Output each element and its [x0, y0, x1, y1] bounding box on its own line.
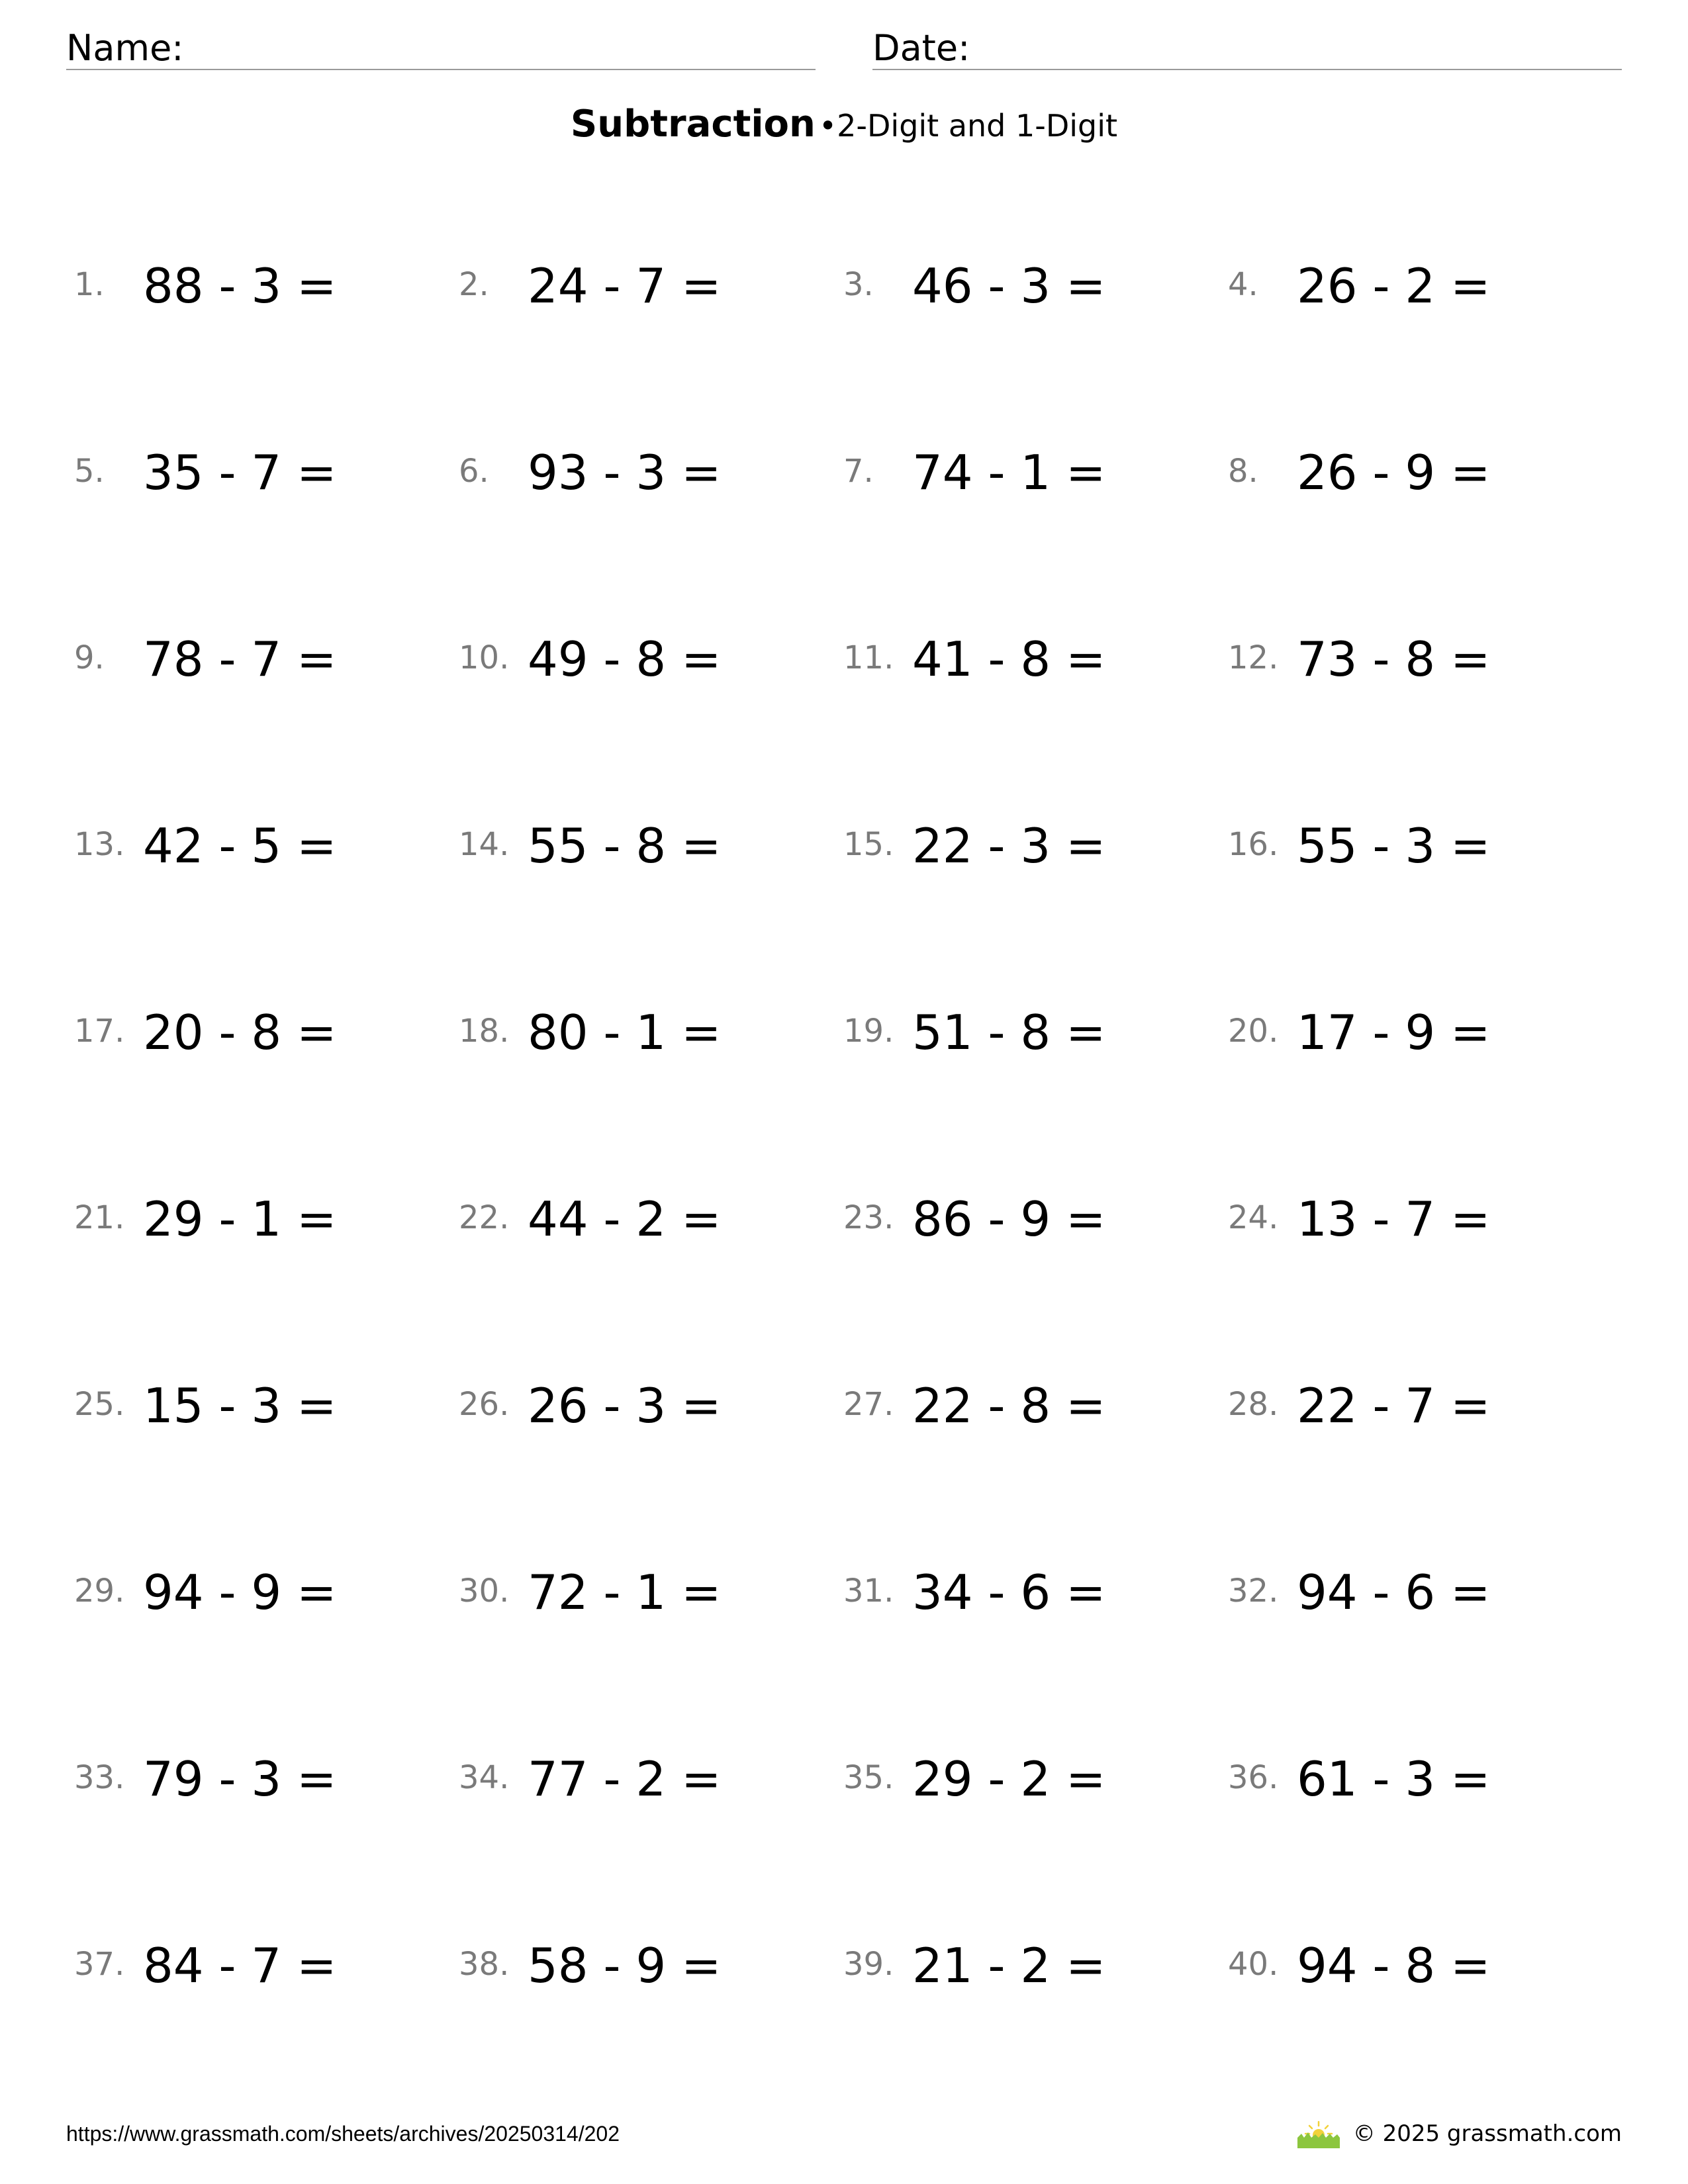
problem-item: [1228, 1190, 1599, 1247]
problem-item: [459, 817, 829, 874]
problem-number: 40.: [1228, 1946, 1279, 1983]
problem-item: [74, 257, 445, 314]
problem-number: 27.: [843, 1386, 894, 1423]
problem-number: 37.: [74, 1946, 125, 1983]
problem-expression: 34 - 6 =: [912, 1565, 1106, 1620]
problem-item: [459, 1936, 829, 1993]
title-subtitle: 2-Digit and 1-Digit: [837, 108, 1118, 144]
problem-item: [843, 1190, 1214, 1247]
problem-expression: 58 - 9 =: [528, 1938, 722, 1993]
problem-item: [74, 1377, 445, 1433]
problem-expression: 72 - 1 =: [528, 1565, 722, 1620]
problem-expression: 61 - 3 =: [1297, 1751, 1491, 1807]
date-label: Date:: [872, 27, 970, 69]
problem-item: [843, 257, 1214, 314]
problem-item: [1228, 1563, 1599, 1620]
problem-number: 8.: [1228, 453, 1258, 490]
problem-expression: 42 - 5 =: [143, 818, 337, 874]
problem-item: [74, 630, 445, 687]
problem-item: [74, 443, 445, 500]
problem-number: 11.: [843, 639, 894, 676]
problem-number: 14.: [459, 826, 510, 863]
problem-number: 25.: [74, 1386, 125, 1423]
problem-number: 35.: [843, 1759, 894, 1796]
problem-expression: 22 - 3 =: [912, 818, 1106, 874]
problem-expression: 26 - 2 =: [1297, 258, 1491, 314]
problem-item: [843, 630, 1214, 687]
problem-item: [1228, 1936, 1599, 1993]
problem-number: 16.: [1228, 826, 1279, 863]
problem-number: 34.: [459, 1759, 510, 1796]
problem-number: 24.: [1228, 1199, 1279, 1236]
problem-expression: 44 - 2 =: [528, 1191, 722, 1247]
problem-expression: 94 - 8 =: [1297, 1938, 1491, 1993]
problem-expression: 73 - 8 =: [1297, 631, 1491, 687]
problem-number: 21.: [74, 1199, 125, 1236]
problem-item: [459, 1563, 829, 1620]
problem-number: 29.: [74, 1572, 125, 1610]
problem-expression: 17 - 9 =: [1297, 1005, 1491, 1060]
problem-expression: 29 - 1 =: [143, 1191, 337, 1247]
problem-number: 28.: [1228, 1386, 1279, 1423]
problem-item: [843, 1003, 1214, 1060]
problem-item: [74, 1750, 445, 1807]
problem-expression: 55 - 3 =: [1297, 818, 1491, 874]
problem-number: 26.: [459, 1386, 510, 1423]
problem-expression: 29 - 2 =: [912, 1751, 1106, 1807]
problem-item: [459, 1003, 829, 1060]
problem-item: [74, 1003, 445, 1060]
problem-number: 22.: [459, 1199, 510, 1236]
problem-expression: 26 - 9 =: [1297, 445, 1491, 500]
problem-item: [843, 1563, 1214, 1620]
problem-expression: 79 - 3 =: [143, 1751, 337, 1807]
problem-number: 33.: [74, 1759, 125, 1796]
problem-number: 31.: [843, 1572, 894, 1610]
problem-item: [74, 817, 445, 874]
problem-item: [843, 1750, 1214, 1807]
problem-number: 5.: [74, 453, 105, 490]
title-main: Subtraction: [570, 103, 816, 146]
problem-item: [74, 1563, 445, 1620]
problem-expression: 46 - 3 =: [912, 258, 1106, 314]
problem-item: [843, 1936, 1214, 1993]
problem-number: 10.: [459, 639, 510, 676]
problem-item: [74, 1936, 445, 1993]
problem-item: [459, 257, 829, 314]
problem-expression: 41 - 8 =: [912, 631, 1106, 687]
problem-item: [74, 1190, 445, 1247]
problem-number: 15.: [843, 826, 894, 863]
footer-brand: [1295, 2118, 1622, 2150]
problem-expression: 51 - 8 =: [912, 1005, 1106, 1060]
problem-number: 17.: [74, 1013, 125, 1050]
problem-expression: 24 - 7 =: [528, 258, 722, 314]
sun-over-grass-logo-icon: [1295, 2118, 1342, 2150]
problem-number: 36.: [1228, 1759, 1279, 1796]
problem-expression: 77 - 2 =: [528, 1751, 722, 1807]
problem-expression: 94 - 9 =: [143, 1565, 337, 1620]
problem-item: [1228, 1003, 1599, 1060]
problem-expression: 26 - 3 =: [528, 1378, 722, 1433]
problem-expression: 93 - 3 =: [528, 445, 722, 500]
problem-expression: 84 - 7 =: [143, 1938, 337, 1993]
problem-expression: 86 - 9 =: [912, 1191, 1106, 1247]
problem-number: 20.: [1228, 1013, 1279, 1050]
problem-expression: 74 - 1 =: [912, 445, 1106, 500]
problem-number: 4.: [1228, 266, 1258, 303]
problem-expression: 35 - 7 =: [143, 445, 337, 500]
problem-item: [1228, 1377, 1599, 1433]
problem-expression: 13 - 7 =: [1297, 1191, 1491, 1247]
problem-number: 19.: [843, 1013, 894, 1050]
problem-number: 18.: [459, 1013, 510, 1050]
problem-number: 13.: [74, 826, 125, 863]
problem-expression: 80 - 1 =: [528, 1005, 722, 1060]
footer-url: https://www.grassmath.com/sheets/archives/20250314/202: [66, 2122, 620, 2146]
problem-item: [1228, 443, 1599, 500]
problem-number: 23.: [843, 1199, 894, 1236]
problem-expression: 88 - 3 =: [143, 258, 337, 314]
problem-number: 12.: [1228, 639, 1279, 676]
problem-number: 39.: [843, 1946, 894, 1983]
problem-number: 9.: [74, 639, 105, 676]
problem-number: 7.: [843, 453, 874, 490]
problem-expression: 78 - 7 =: [143, 631, 337, 687]
problem-item: [459, 630, 829, 687]
problem-number: 3.: [843, 266, 874, 303]
problem-item: [843, 817, 1214, 874]
footer-copyright: © 2025 grassmath.com: [1352, 2120, 1622, 2147]
problem-expression: 22 - 7 =: [1297, 1378, 1491, 1433]
problem-item: [459, 443, 829, 500]
problem-item: [1228, 1750, 1599, 1807]
problem-expression: 20 - 8 =: [143, 1005, 337, 1060]
problem-expression: 55 - 8 =: [528, 818, 722, 874]
problem-expression: 21 - 2 =: [912, 1938, 1106, 1993]
problem-item: [843, 443, 1214, 500]
problem-number: 2.: [459, 266, 489, 303]
problem-item: [459, 1750, 829, 1807]
problem-item: [843, 1377, 1214, 1433]
title-separator: •: [818, 108, 837, 144]
problem-expression: 15 - 3 =: [143, 1378, 337, 1433]
problem-expression: 49 - 8 =: [528, 631, 722, 687]
problem-number: 38.: [459, 1946, 510, 1983]
problem-expression: 94 - 6 =: [1297, 1565, 1491, 1620]
name-label: Name:: [66, 27, 184, 69]
problem-number: 1.: [74, 266, 105, 303]
problem-item: [459, 1190, 829, 1247]
problem-number: 30.: [459, 1572, 510, 1610]
problem-item: [1228, 630, 1599, 687]
problem-item: [1228, 817, 1599, 874]
problem-item: [1228, 257, 1599, 314]
problem-expression: 22 - 8 =: [912, 1378, 1106, 1433]
problem-item: [459, 1377, 829, 1433]
problem-number: 6.: [459, 453, 489, 490]
problem-number: 32.: [1228, 1572, 1279, 1610]
